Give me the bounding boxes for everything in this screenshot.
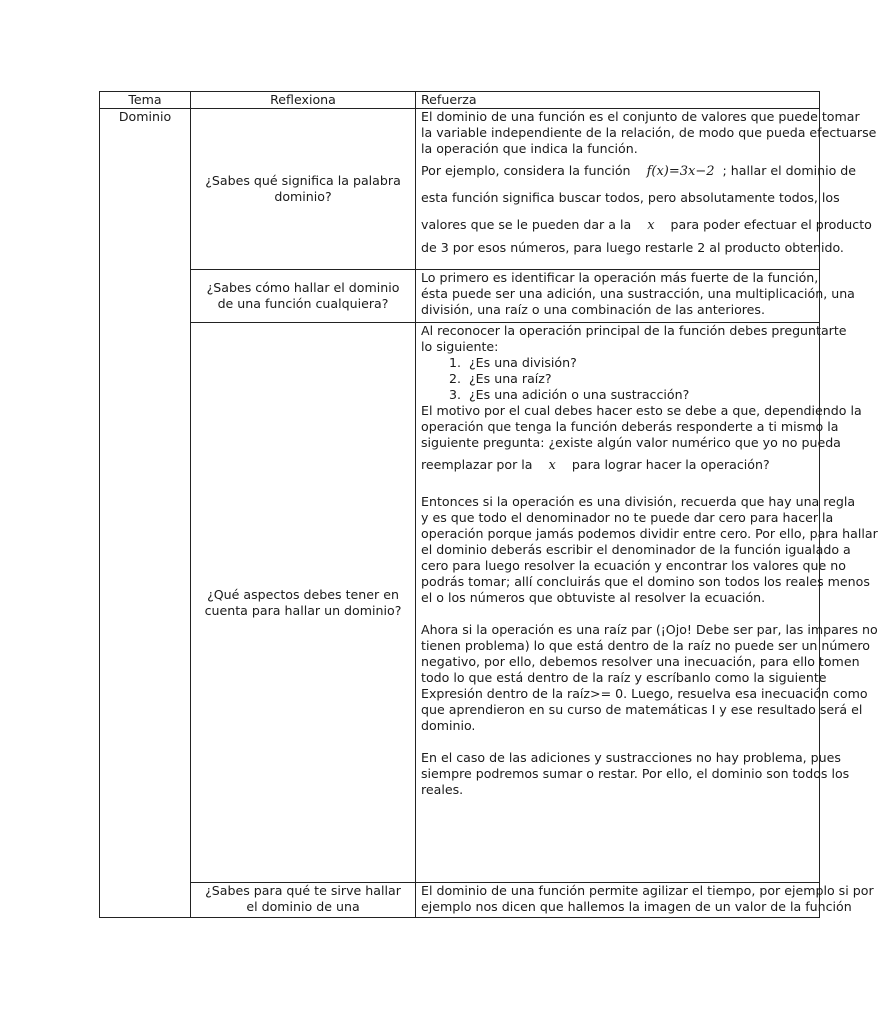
answer-line: y es que todo el denominador no te puede dar cero para hacer la [421,510,834,525]
answer-line: Entonces si la operación es una división, recuerda que hay una regla [421,494,856,509]
answer-line: dominio. [421,718,476,733]
answer-line: valores que se le pueden dar a la x para poder efectuar el producto [421,217,872,233]
question-list [421,355,816,403]
answer-line: Lo primero es identificar la operación más fuerte de la función, [421,270,819,285]
answer-line: En el caso de las adiciones y sustracciones no hay problema, pues [421,750,841,765]
formula: f(x)=3x−2 [646,164,715,179]
answer-line: Al reconocer la operación principal de la función debes preguntarte [421,323,847,338]
answer-line: operación porque jamás podemos dividir entre cero. Por ello, para hallar [421,526,878,541]
answer-line: el dominio deberás escribir el denominador de la función igualado a [421,542,851,557]
table-row [100,109,820,270]
question-cell: ¿Sabes cómo hallar el dominio de una función cualquiera? [191,270,416,323]
question-cell: ¿Qué aspectos debes tener en cuenta para hallar un dominio? [191,323,416,883]
header-refuerza: Refuerza [416,92,820,109]
list-item: 3. ¿Es una adición o una sustracción? [465,387,816,403]
answer-line: ésta puede ser una adición, una sustracción, una multiplicación, una [421,286,855,301]
answer-line: podrás tomar; allí concluirás que el domino son todos los reales menos [421,574,870,589]
answer-line: Por ejemplo, considera la función f(x)=3x−2 ; hallar el dominio de [421,163,857,179]
question-cell: ¿Sabes para qué te sirve hallar el dominio de una [191,883,416,918]
answer-line: operación que tenga la función deberás responderte a ti mismo la [421,419,839,434]
list-item: 1. ¿Es una división? [465,355,816,371]
header-reflexiona: Reflexiona [191,92,416,109]
question-cell: ¿Sabes qué significa la palabra dominio? [191,109,416,270]
answer-line: Expresión dentro de la raíz>= 0. Luego, resuelva esa inecuación como [421,686,868,701]
tema-cell: Dominio [100,109,191,918]
answer-line: lo siguiente: [421,339,499,354]
answer-line: reemplazar por la x para lograr hacer la operación? [421,457,770,473]
variable-x: x [548,458,556,473]
table-row [100,323,820,883]
answer-line: reales. [421,782,464,797]
answer-line: división, una raíz o una combinación de las anteriores. [421,302,765,317]
dominio-table [99,91,878,918]
answer-line: el o los números que obtuviste al resolver la ecuación. [421,590,766,605]
answer-line: tienen problema) lo que está dentro de la raíz no puede ser un número [421,638,870,653]
answer-line: siempre podremos sumar o restar. Por ello, el dominio son todos los [421,766,850,781]
answer-cell [416,883,874,918]
header-row [100,92,820,109]
answer-line: todo lo que está dentro de la raíz y escríbanlo como la siguiente [421,670,827,685]
answer-line: la operación que indica la función. [421,141,638,156]
answer-line: esta función significa buscar todos, pero absolutamente todos, los [421,190,840,205]
answer-line: la variable independiente de la relación, de modo que pueda efectuarse [421,125,877,140]
answer-line: El dominio de una función es el conjunto de valores que puede tomar [421,109,860,124]
list-item: 2. ¿Es una raíz? [465,371,816,387]
answer-cell [416,323,878,883]
answer-line: negativo, por ello, debemos resolver una inecuación, para ello tomen [421,654,860,669]
table-row [100,270,820,323]
answer-cell [416,109,877,270]
answer-line: de 3 por esos números, para luego restarle 2 al producto obtenido. [421,240,844,255]
header-tema: Tema [100,92,191,109]
answer-line: que aprendieron en su curso de matemáticas I y ese resultado será el [421,702,863,717]
answer-cell [416,270,855,323]
answer-line: siguiente pregunta: ¿existe algún valor numérico que yo no pueda [421,435,841,450]
answer-line: Ahora si la operación es una raíz par (¡Ojo! Debe ser par, las impares no [421,622,878,637]
answer-line: cero para luego resolver la ecuación y encontrar los valores que no [421,558,846,573]
answer-line: El motivo por el cual debes hacer esto se debe a que, dependiendo la [421,403,862,418]
answer-line: El dominio de una función permite agilizar el tiempo, por ejemplo si por [421,883,874,898]
table-row [100,883,820,918]
variable-x: x [647,218,655,233]
answer-line: ejemplo nos dicen que hallemos la imagen de un valor de la función [421,899,852,914]
